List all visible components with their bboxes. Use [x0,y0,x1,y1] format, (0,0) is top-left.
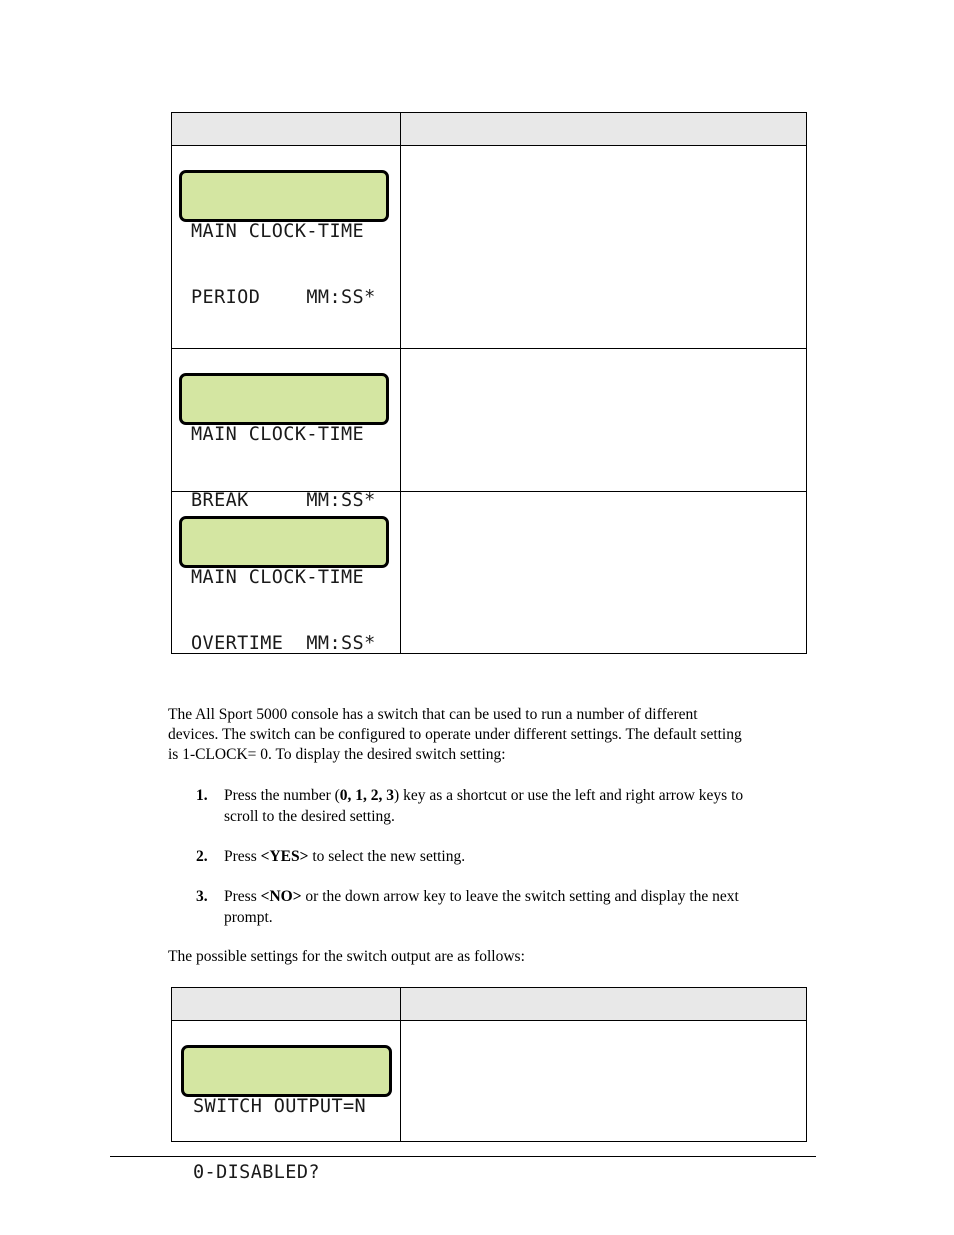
step-text-part: prompt. [224,909,273,926]
switch-settings-table [171,987,807,1183]
lcd-cell [172,492,401,654]
outro-paragraph: The possible settings for the switch output are as follows: [168,948,525,965]
lcd-cell [172,146,401,349]
description-cell [401,349,807,492]
step-number: 3. [196,888,208,905]
lcd-display [181,1045,392,1183]
lcd-cell [172,349,401,511]
table-row [172,146,807,349]
intro-line: is 1-CLOCK= 0. To display the desired switch setting: [168,746,506,763]
table-header-cell [172,113,401,146]
step-text-part: Press [224,888,261,905]
lcd-line: BREAK MM:SS* [191,490,376,511]
description-cell [401,1021,807,1142]
step-text [224,886,808,928]
lcd-line: PERIOD MM:SS* [191,287,376,308]
key-label: 0, 1, 2, 3 [339,787,395,804]
step-text-part: Press the number ( [224,787,340,804]
lcd-cell [172,1021,401,1183]
step-text-part: to select the new setting. [308,848,466,865]
key-label: <YES> [260,848,309,865]
step-text [224,846,808,867]
table-row [172,492,807,654]
lcd-display [179,170,389,308]
step-text-part: or the down arrow key to leave the switch setting and display the next [301,888,739,905]
step-text [224,785,808,827]
intro-paragraph [168,705,810,765]
lcd-display [179,373,389,511]
step-text-part: Press [224,848,261,865]
footer-divider [110,1156,816,1157]
description-cell [401,146,807,349]
intro-line: The All Sport 5000 console has a switch that can be used to run a number of different [168,706,698,723]
table-header-row [172,113,807,146]
clock-settings-table [171,112,807,654]
table-header-cell [401,988,807,1021]
description-cell [401,492,807,654]
table-header-row [172,988,807,1021]
lcd-line: OVERTIME MM:SS* [191,633,376,654]
step-number: 1. [196,787,208,804]
intro-line: devices. The switch can be configured to operate under different settings. The default setting [168,726,742,743]
step-text-part: ) key as a shortcut or use the left and right arrow keys to [394,787,744,804]
table-header-cell [401,113,807,146]
lcd-line: MAIN CLOCK-TIME [191,424,365,445]
table-header-cell [172,988,401,1021]
lcd-line: 0-DISABLED? [193,1162,320,1183]
lcd-line: MAIN CLOCK-TIME [191,221,365,242]
lcd-line: MAIN CLOCK-TIME [191,567,365,588]
step-number: 2. [196,848,208,865]
key-label: <NO> [260,888,302,905]
table-row [172,1021,807,1142]
step-text-part: scroll to the desired setting. [224,808,395,825]
table-row [172,349,807,492]
lcd-line: SWITCH OUTPUT=N [193,1096,367,1117]
